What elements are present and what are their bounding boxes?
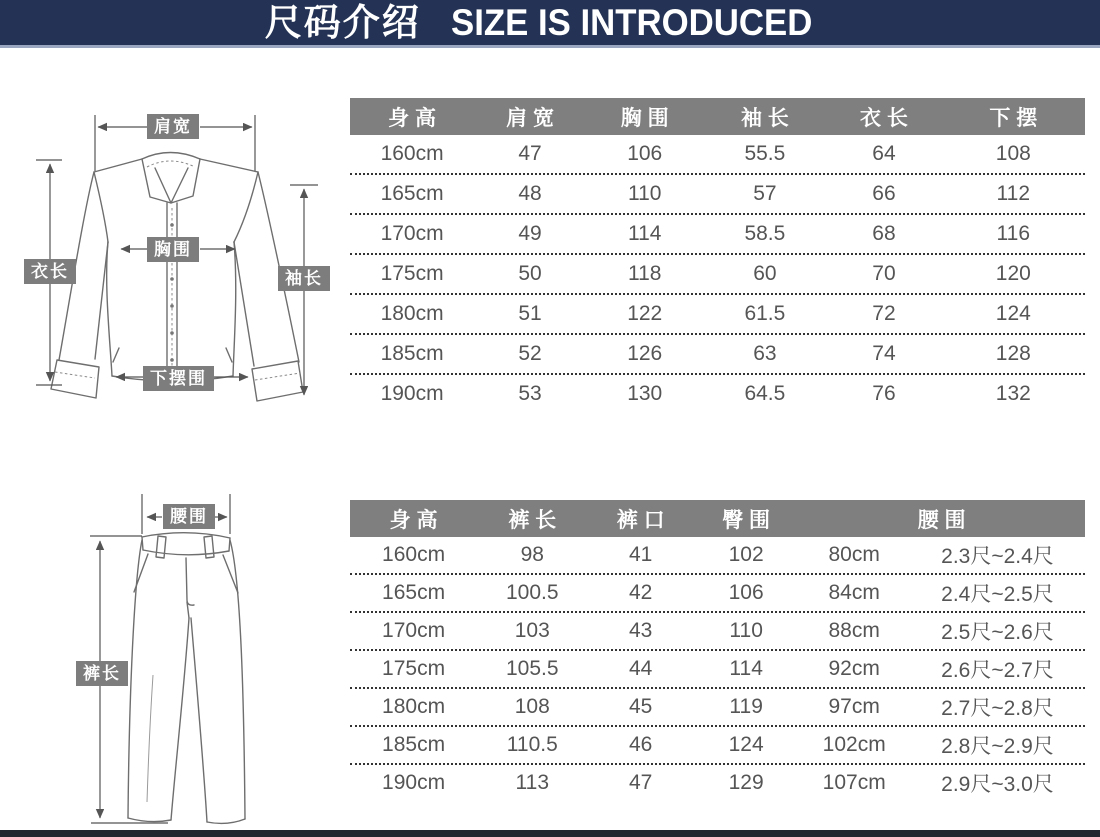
table-row [350, 725, 1085, 763]
col-header-hip: 臀 围 [722, 508, 771, 532]
table-cell: 122 [627, 302, 663, 325]
waist-label: 腰围 [163, 504, 215, 529]
table-row [350, 253, 1085, 293]
col-header-length: 衣 长 [860, 106, 908, 130]
table-cell: 84cm [828, 581, 880, 604]
col-header-sleeve: 袖 长 [740, 106, 789, 130]
table-cell: 165cm [380, 182, 444, 205]
shirt-table-header [350, 98, 1085, 135]
col-header-waist: 腰 围 [917, 508, 966, 532]
table-cell: 50 [518, 262, 542, 285]
banner-underline [0, 45, 1100, 48]
table-cell: 46 [628, 733, 653, 756]
table-cell: 2.7尺~2.8尺 [941, 697, 1054, 720]
table-cell: 66 [872, 182, 896, 205]
table-cell: 126 [627, 342, 663, 365]
table-row [350, 373, 1085, 413]
table-cell: 190cm [382, 771, 446, 794]
banner-title-zh: 尺码介绍 [264, 2, 421, 43]
table-cell: 64.5 [744, 382, 786, 405]
table-cell: 72 [872, 302, 896, 325]
col-header-height: 身 高 [388, 106, 437, 130]
table-cell: 112 [996, 182, 1031, 205]
table-cell: 124 [728, 733, 764, 756]
col-header-shoulder: 肩 宽 [506, 106, 554, 130]
col-header-hem: 下 摆 [989, 106, 1038, 130]
pants-table-header [350, 500, 1085, 537]
table-cell: 130 [627, 382, 663, 405]
table-cell: 55.5 [744, 142, 786, 165]
table-cell: 116 [996, 222, 1031, 245]
table-cell: 103 [514, 619, 550, 642]
table-row [350, 687, 1085, 725]
table-cell: 106 [728, 581, 764, 604]
table-cell: 180cm [382, 695, 446, 718]
table-cell: 41 [628, 543, 653, 566]
table-cell: 51 [518, 302, 542, 325]
table-cell: 61.5 [744, 302, 786, 325]
cloth-length-label: 衣长 [24, 259, 76, 284]
col-header-height: 身 高 [389, 508, 438, 532]
banner [0, 0, 1100, 45]
table-row [350, 173, 1085, 213]
table-cell: 120 [995, 262, 1031, 285]
table-cell: 110 [627, 182, 662, 205]
table-cell: 175cm [380, 262, 444, 285]
table-cell: 160cm [382, 543, 446, 566]
table-cell: 110.5 [506, 733, 558, 756]
shirt-diagram [0, 60, 340, 420]
table-cell: 180cm [380, 302, 444, 325]
table-cell: 165cm [382, 581, 446, 604]
shirt-size-table [350, 98, 1085, 413]
col-header-chest: 胸 围 [620, 106, 669, 130]
sleeve-length-label: 袖长 [278, 266, 330, 291]
table-cell: 132 [995, 382, 1031, 405]
table-cell: 64 [872, 142, 896, 165]
table-cell: 108 [995, 142, 1031, 165]
table-row [350, 611, 1085, 649]
table-row [350, 135, 1085, 173]
table-cell: 113 [515, 771, 549, 794]
table-row [350, 763, 1085, 801]
table-row [350, 333, 1085, 373]
table-cell: 110 [729, 619, 763, 642]
table-row [350, 213, 1085, 253]
bottom-divider-bar [0, 830, 1100, 837]
chest-label: 胸围 [147, 237, 199, 262]
table-cell: 108 [514, 695, 550, 718]
banner-title-en: SIZE IS INTRODUCED [450, 2, 813, 43]
table-cell: 2.4尺~2.5尺 [941, 583, 1054, 606]
col-header-leg-opening: 裤 口 [616, 508, 665, 532]
table-cell: 185cm [380, 342, 444, 365]
table-cell: 47 [628, 771, 653, 794]
table-cell: 88cm [828, 619, 880, 642]
table-cell: 118 [627, 262, 662, 285]
table-cell: 170cm [382, 619, 446, 642]
table-cell: 44 [628, 657, 653, 680]
table-cell: 114 [627, 222, 662, 245]
table-cell: 190cm [380, 382, 444, 405]
table-cell: 58.5 [744, 222, 786, 245]
table-cell: 100.5 [505, 581, 559, 604]
table-cell: 106 [627, 142, 663, 165]
table-row [350, 573, 1085, 611]
table-cell: 2.5尺~2.6尺 [941, 621, 1054, 644]
table-cell: 114 [729, 657, 763, 680]
table-cell: 124 [995, 302, 1031, 325]
col-header-pants-length: 裤 长 [508, 508, 557, 532]
table-row [350, 293, 1085, 333]
table-cell: 170cm [380, 222, 444, 245]
table-cell: 2.3尺~2.4尺 [941, 545, 1054, 568]
table-cell: 105.5 [505, 657, 559, 680]
table-cell: 102cm [822, 733, 886, 756]
pants-size-table [350, 500, 1085, 801]
table-cell: 70 [872, 262, 896, 285]
table-row [350, 649, 1085, 687]
table-cell: 92cm [828, 657, 880, 680]
table-cell: 60 [753, 262, 777, 285]
table-cell: 2.8尺~2.9尺 [941, 735, 1054, 758]
table-cell: 119 [729, 695, 763, 718]
table-cell: 68 [872, 222, 896, 245]
table-cell: 43 [628, 619, 653, 642]
table-cell: 52 [518, 342, 542, 365]
table-cell: 2.9尺~3.0尺 [941, 773, 1054, 796]
pants-diagram [0, 470, 340, 830]
table-cell: 97cm [828, 695, 880, 718]
table-cell: 128 [995, 342, 1031, 365]
shoulder-width-label: 肩宽 [147, 114, 199, 139]
pants-length-label: 裤长 [76, 661, 128, 686]
table-cell: 42 [628, 581, 653, 604]
table-cell: 102 [728, 543, 764, 566]
table-cell: 57 [753, 182, 777, 205]
table-cell: 160cm [380, 142, 444, 165]
table-cell: 98 [520, 543, 544, 566]
table-cell: 74 [872, 342, 896, 365]
table-cell: 53 [518, 382, 542, 405]
table-cell: 80cm [828, 543, 880, 566]
table-cell: 2.6尺~2.7尺 [941, 659, 1054, 682]
table-cell: 63 [753, 342, 777, 365]
table-cell: 107cm [822, 771, 886, 794]
table-cell: 49 [518, 222, 542, 245]
table-cell: 129 [728, 771, 764, 794]
table-cell: 76 [872, 382, 896, 405]
table-cell: 48 [518, 182, 542, 205]
hem-label: 下摆围 [143, 366, 214, 391]
table-cell: 175cm [382, 657, 446, 680]
table-cell: 185cm [382, 733, 446, 756]
table-row [350, 537, 1085, 573]
table-cell: 45 [628, 695, 653, 718]
table-cell: 47 [518, 142, 542, 165]
